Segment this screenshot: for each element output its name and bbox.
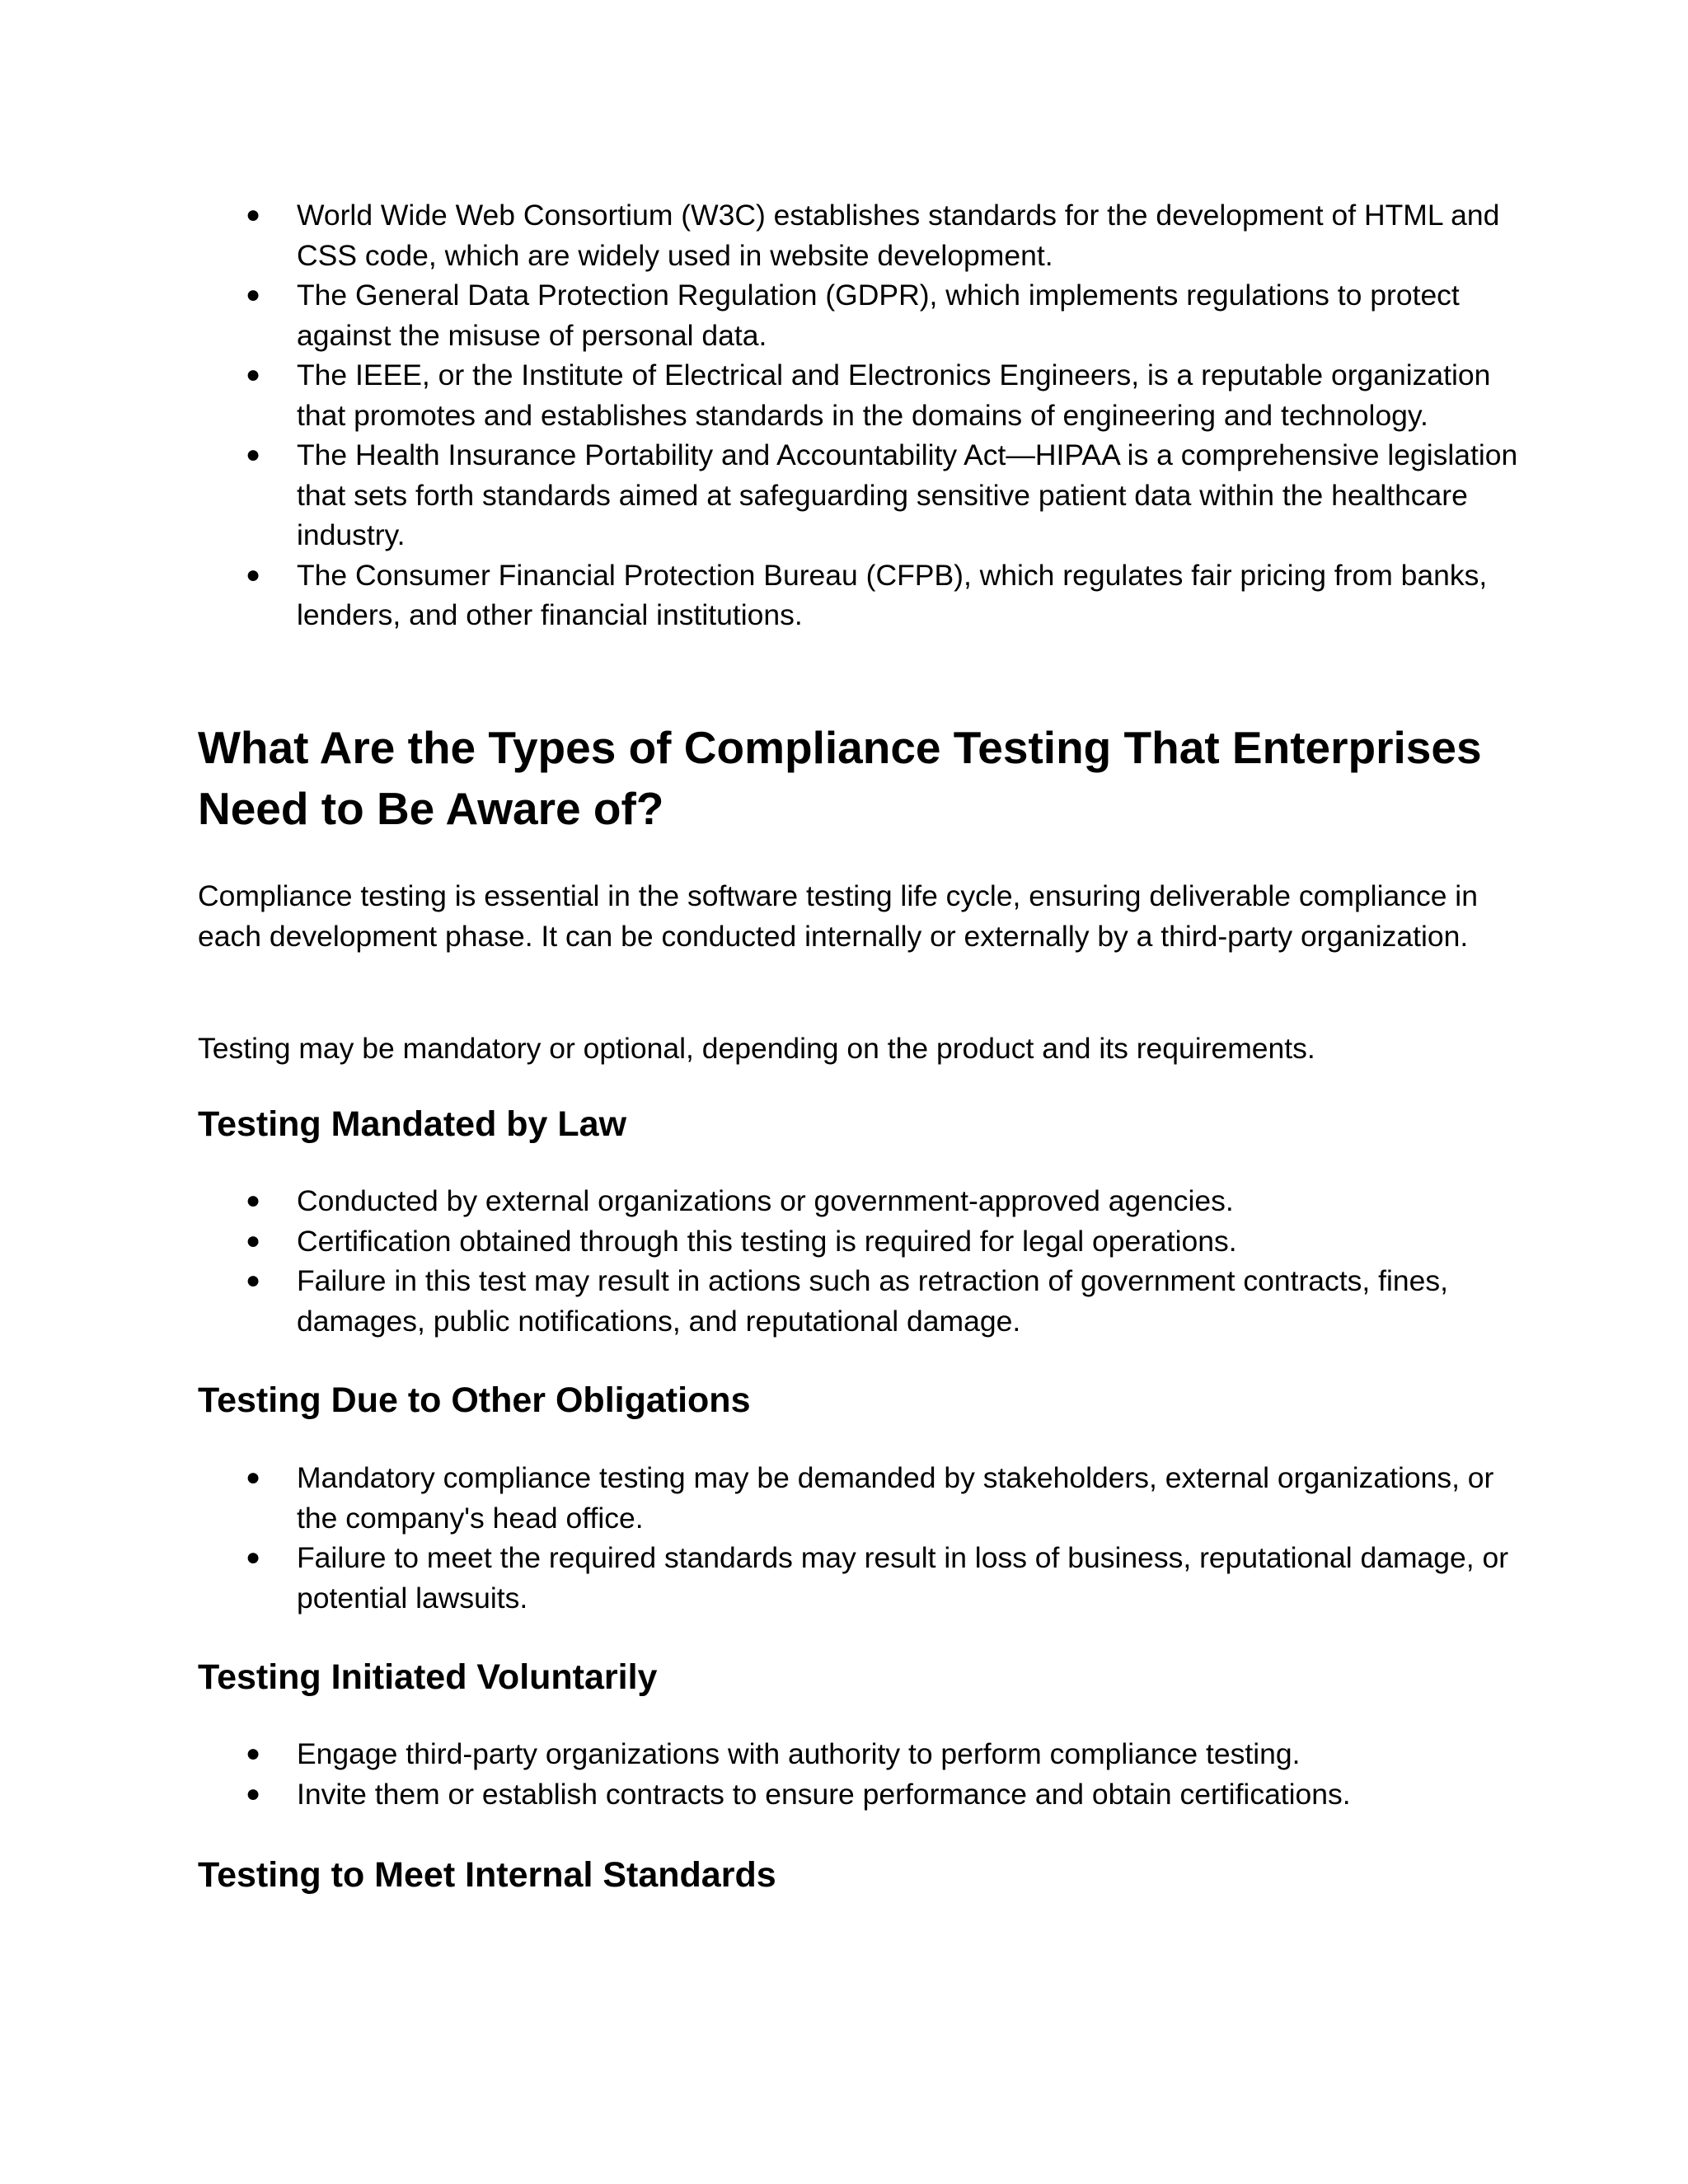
intro-paragraph: Compliance testing is essential in the software testing life cycle, ensuring deliverable compliance in each development phase. It can be conducted internally or externally by a third-party organization. [198,879,1478,953]
list-item: ● The General Data Protection Regulation (GDPR), which implements regulations to protect against the misuse of personal data. [198,275,1533,355]
list-item: ● Conducted by external organizations or government-approved agencies. [198,1181,1533,1221]
list-item: ● Engage third-party organizations with authority to perform compliance testing. [198,1734,1533,1774]
bullet-icon: ● [246,1740,261,1767]
main-heading: What Are the Types of Compliance Testing That Enterprises Need to Be Aware of? [198,722,1482,834]
list-item: ● Failure in this test may result in actions such as retraction of government contracts, fines, damages, public notifications, and reputational damage. [198,1261,1533,1341]
section-bullet-list [198,1734,1533,1814]
bullet-icon: ● [246,1464,261,1491]
list-item: ● Invite them or establish contracts to ensure performance and obtain certifications. [198,1774,1533,1815]
bullet-icon: ● [246,361,261,388]
bullet-icon: ● [246,1544,261,1571]
list-item: ● The Health Insurance Portability and Accountability Act—HIPAA is a comprehensive legislation that sets forth standards aimed at safeguarding sensitive patient data within the healthcare industry. [198,435,1533,555]
section-heading: Testing Initiated Voluntarily [198,1657,658,1697]
list-item: ● Certification obtained through this testing is required for legal operations. [198,1221,1533,1262]
list-item: ● Failure to meet the required standards may result in loss of business, reputational damage, or potential lawsuits. [198,1538,1533,1618]
list-item: ● The IEEE, or the Institute of Electrical and Electronics Engineers, is a reputable organization that promotes and establishes standards in the domains of engineering and technology. [198,355,1533,435]
bullet-icon: ● [246,201,261,228]
bullet-icon: ● [246,1187,261,1214]
section-bullet-list [198,1458,1533,1618]
list-item: ● Mandatory compliance testing may be demanded by stakeholders, external organizations, or the company's head office. [198,1458,1533,1538]
intro-paragraph: Testing may be mandatory or optional, depending on the product and its requirements. [198,1032,1315,1065]
bullet-icon: ● [246,560,261,588]
section-heading: Testing to Meet Internal Standards [198,1855,776,1895]
standards-bullet-list [198,195,1533,635]
section-heading: Testing Due to Other Obligations [198,1380,751,1420]
bullet-icon: ● [246,281,261,308]
bullet-icon: ● [246,441,261,468]
bullet-icon: ● [246,1267,261,1294]
bullet-icon: ● [246,1226,261,1254]
list-item: ● World Wide Web Consortium (W3C) establishes standards for the development of HTML and CSS code, which are widely used in website development. [198,195,1533,275]
section-heading: Testing Mandated by Law [198,1104,627,1144]
section-bullet-list [198,1181,1533,1341]
list-item: ● The Consumer Financial Protection Bureau (CFPB), which regulates fair pricing from banks, lenders, and other financial institutions. [198,555,1533,635]
bullet-icon: ● [246,1779,261,1807]
